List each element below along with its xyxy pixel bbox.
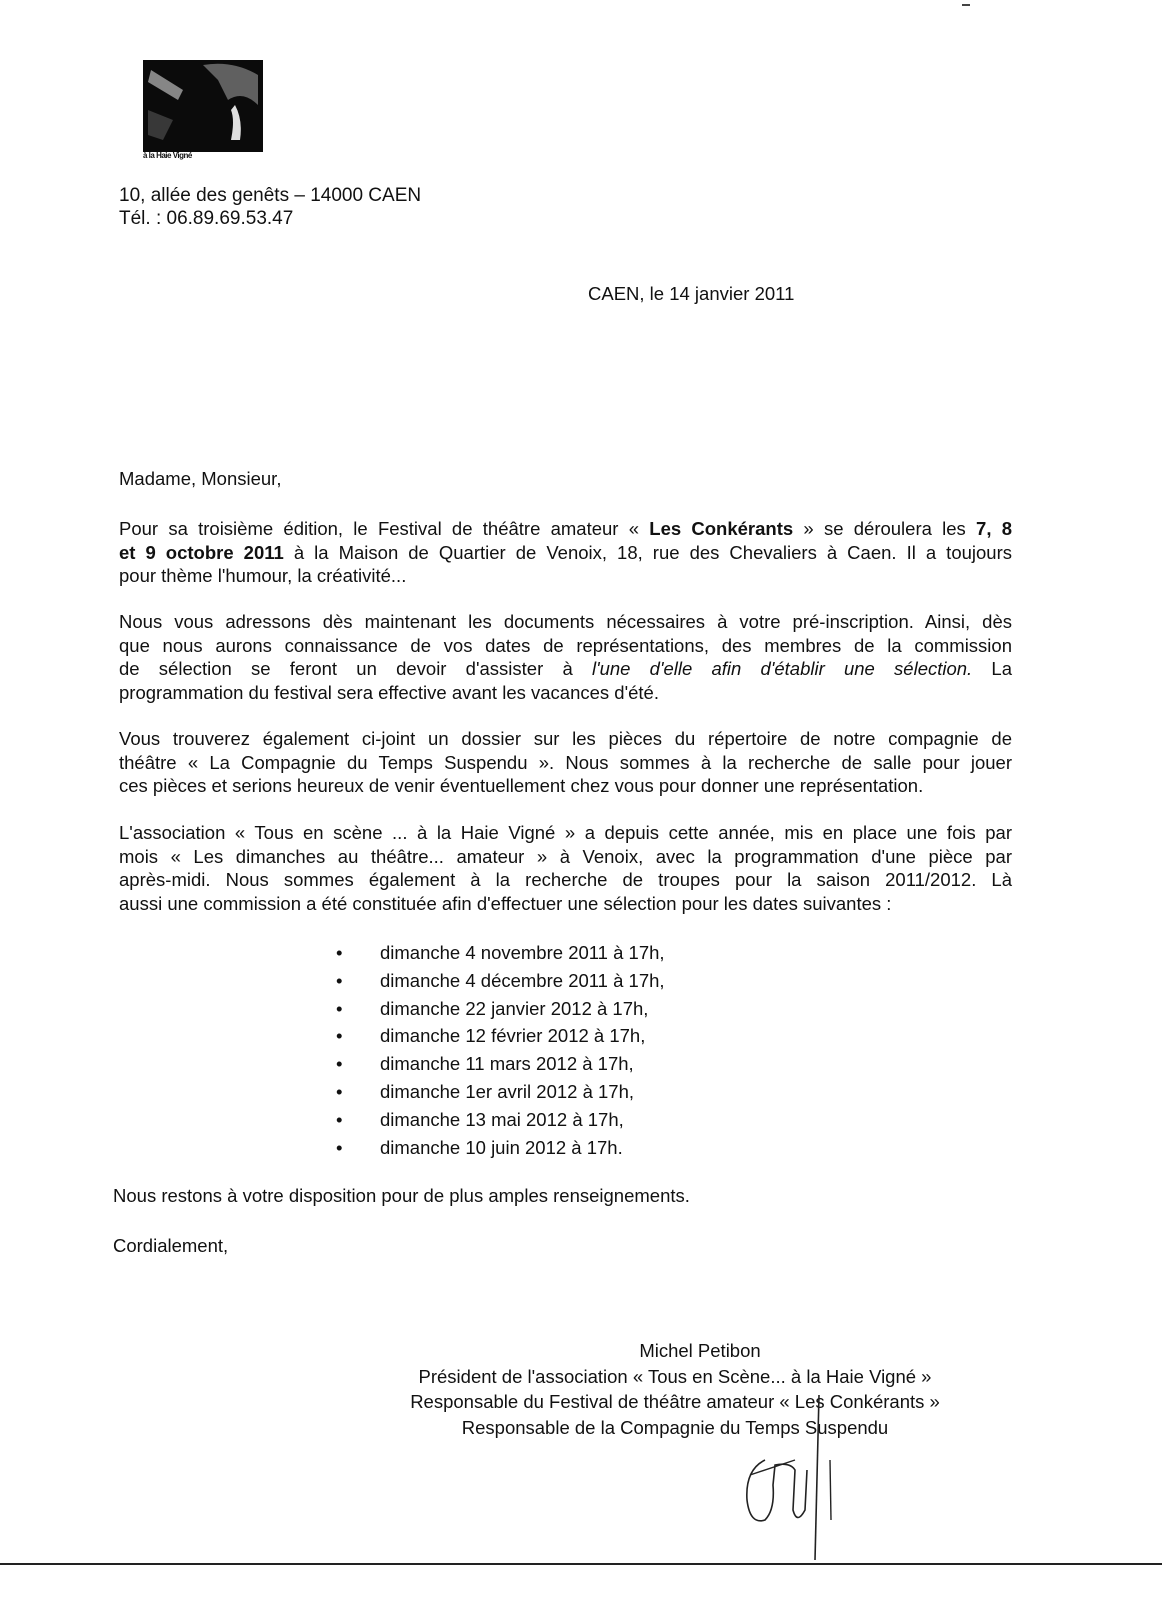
paragraph-festival <box>119 517 1012 588</box>
date-text: dimanche 4 novembre 2011 à 17h, <box>380 942 665 963</box>
date-list-item <box>336 995 665 1023</box>
bullet-icon: • <box>336 1108 343 1130</box>
bullet-icon: • <box>336 1053 343 1075</box>
paragraph-line <box>119 751 1012 775</box>
logo-caption: à la Haie Vigné <box>143 151 192 160</box>
date-list-item <box>336 967 665 995</box>
paragraph-association <box>119 821 1012 915</box>
association-logo <box>143 60 263 152</box>
text-segment: » se déroulera les <box>793 518 977 539</box>
bold-text: 7, 8 <box>976 518 1013 539</box>
signature-block <box>300 1338 1050 1440</box>
paragraph-line <box>119 868 1012 892</box>
bold-text: Les Conkérants <box>649 518 794 539</box>
bullet-icon: • <box>336 1080 343 1102</box>
text-segment: mois « Les dimanches au théâtre... amateur » à Venoix, avec la programmation d'une pièce par <box>119 845 1012 867</box>
date-list-item <box>336 1022 665 1050</box>
bottom-rule <box>0 1563 1162 1565</box>
paragraph-line <box>119 845 1012 869</box>
signatory-title: Responsable du Festival de théâtre amateur « Les Conkérants » <box>410 1391 940 1412</box>
logo-silhouette-icon <box>143 60 263 152</box>
signatory-title: Président de l'association « Tous en Scène... à la Haie Vigné » <box>418 1365 932 1387</box>
bullet-icon: • <box>336 942 343 963</box>
date-list-item <box>336 1050 665 1078</box>
paragraph-line <box>119 681 1012 705</box>
text-segment: pour thème l'humour, la créativité... <box>119 565 407 586</box>
bullet-icon: • <box>336 997 343 1019</box>
paragraph-line <box>119 564 1012 588</box>
paragraph-line <box>119 657 1012 681</box>
letter-date: CAEN, le 14 janvier 2011 <box>588 283 795 304</box>
bullet-icon: • <box>336 1136 343 1158</box>
paragraph-line <box>119 774 1012 798</box>
bold-text: et 9 octobre 2011 <box>119 541 284 563</box>
paragraph-line <box>119 821 1012 845</box>
text-segment: L'association « Tous en scène ... à la Haie Vigné » a depuis cette année, mis en place une fois par <box>119 822 1012 843</box>
text-segment: La <box>972 658 1012 679</box>
bullet-icon: • <box>336 1025 343 1047</box>
signatory-title: Responsable de la Compagnie du Temps Suspendu <box>461 1416 889 1438</box>
text-segment: Pour sa troisième édition, le Festival de théâtre amateur « <box>119 518 650 539</box>
italic-text: l'une d'elle afin d'établir une sélection. <box>591 658 973 679</box>
paragraph-line <box>119 727 1012 751</box>
date-text: dimanche 1er avril 2012 à 17h, <box>380 1080 635 1102</box>
date-text: dimanche 10 juin 2012 à 17h. <box>380 1136 623 1158</box>
salutation: Madame, Monsieur, <box>119 468 282 489</box>
paragraph-line <box>119 541 1012 565</box>
bullet-icon: • <box>336 969 343 991</box>
scan-mark <box>962 4 970 6</box>
date-list-item <box>336 1078 665 1106</box>
date-list-item <box>336 1134 665 1162</box>
paragraph-line <box>119 610 1012 634</box>
date-list-item <box>336 939 665 967</box>
paragraph-repertoire <box>119 727 1012 798</box>
signatory-name: Michel Petibon <box>639 1340 761 1361</box>
text-segment: aussi une commission a été constituée afin d'effectuer une sélection pour les dates suivantes : <box>119 892 892 914</box>
date-text: dimanche 11 mars 2012 à 17h, <box>380 1053 634 1075</box>
date-list-item <box>336 1106 665 1134</box>
text-segment: de sélection se feront un devoir d'assister à <box>119 658 592 679</box>
date-text: dimanche 22 janvier 2012 à 17h, <box>380 997 649 1019</box>
text-segment: après-midi. Nous sommes également à la recherche de troupes pour la saison 2011/2012. Là <box>119 869 1012 890</box>
closing-sentence: Nous restons à votre disposition pour de plus amples renseignements. <box>113 1185 690 1206</box>
text-segment: que nous aurons connaissance de vos dates de représentations, des membres de la commission <box>119 634 1012 656</box>
farewell: Cordialement, <box>113 1235 229 1256</box>
paragraph-line <box>119 517 1012 541</box>
paragraph-preinscription <box>119 610 1012 704</box>
dates-list <box>336 939 665 1161</box>
text-segment: ces pièces et serions heureux de venir éventuellement chez vous pour donner une représentation. <box>119 775 924 796</box>
paragraph-line <box>119 634 1012 658</box>
date-text: dimanche 12 février 2012 à 17h, <box>380 1025 646 1047</box>
text-segment: Vous trouverez également ci-joint un dossier sur les pièces du répertoire de notre compagnie de <box>119 728 1012 749</box>
text-segment: théâtre « La Compagnie du Temps Suspendu ». Nous sommes à la recherche de salle pour jouer <box>119 751 1012 773</box>
sender-phone: Tél. : 06.89.69.53.47 <box>119 208 294 229</box>
paragraph-line <box>119 892 1012 916</box>
handwritten-signature <box>735 1390 845 1565</box>
text-segment: programmation du festival sera effective avant les vacances d'été. <box>119 681 659 703</box>
text-segment: à la Maison de Quartier de Venoix, 18, rue des Chevaliers à Caen. Il a toujours <box>283 541 1012 563</box>
date-text: dimanche 13 mai 2012 à 17h, <box>380 1108 624 1130</box>
date-text: dimanche 4 décembre 2011 à 17h, <box>380 969 665 991</box>
text-segment: Nous vous adressons dès maintenant les documents nécessaires à votre pré-inscription. Ainsi, dès <box>119 611 1012 632</box>
sender-address: 10, allée des genêts – 14000 CAEN <box>119 185 422 206</box>
